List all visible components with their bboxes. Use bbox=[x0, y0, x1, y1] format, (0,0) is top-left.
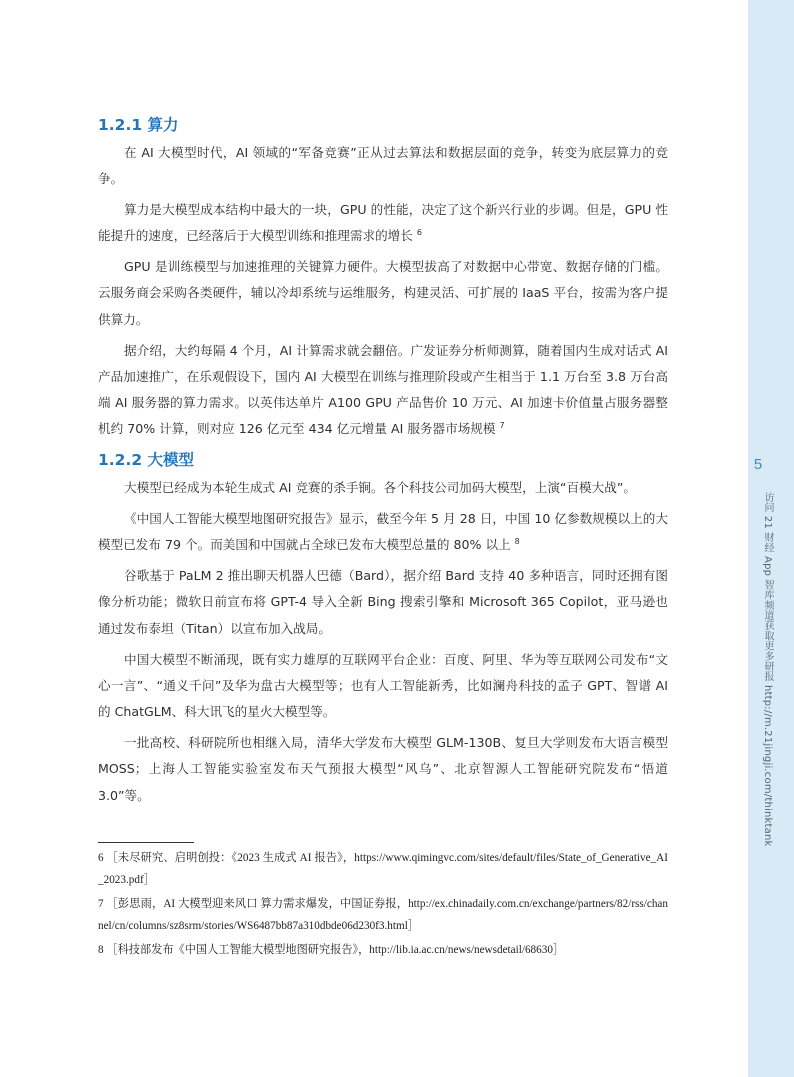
footnote-8: 8 ［科技部发布《中国人工智能大模型地图研究报告》，http://lib.ia.ac.cn/news/newsdetail/68630］ bbox=[98, 944, 565, 956]
section-heading-large-models: 1.2.2 大模型 bbox=[98, 451, 195, 470]
paragraph: 一批高校、科研院所也相继入局，清华大学发布大模型 GLM-130B、复旦大学则发布大语言模型 MOSS；上海人工智能实验室发布天气预报大模型“风乌”、北京智源人工智能研究院发布“悟道 3.0”等。 bbox=[98, 734, 668, 803]
sidebar-vertical-link-text: 访问 21 财经 App 智库频道获取更多研报 http://m.21jingji.com/thinktank bbox=[762, 492, 773, 847]
footnote-ref[interactable]: 8 bbox=[514, 537, 520, 547]
paragraph: 据介绍，大约每隔 4 个月，AI 计算需求就会翻倍。广发证券分析师测算，随着国内生成对话式 AI 产品加速推广，在乐观假设下，国内 AI 大模型在训练与推理阶段或产生相当于 1.1 万台至 3.8 万台高端 AI 服务器的算力需求。以英伟达单片 A100 GPU 产品售价 10 万元、AI 加速卡价值量占服务器整机约 70% 计算，则对应 126 亿元至 434 亿元增量 AI 服务器市场规模 $^7$ bbox=[98, 342, 668, 437]
main-content bbox=[98, 112, 668, 813]
paragraph: 中国大模型不断涌现，既有实力雄厚的互联网平台企业：百度、阿里、华为等互联网公司发布“文心一言”、“通义千问”及华为盘古大模型等；也有人工智能新秀，比如澜舟科技的孟子 GPT、智谱 AI 的 ChatGLM、科大讯飞的星火大模型等。 bbox=[98, 651, 668, 720]
footnote-ref[interactable]: 7 bbox=[499, 421, 505, 431]
footnote-divider bbox=[98, 842, 194, 843]
paragraph: 大模型已经成为本轮生成式 AI 竞赛的杀手锏。各个科技公司加码大模型，上演“百模大战”。 bbox=[124, 480, 636, 496]
paragraph: 《中国人工智能大模型地图研究报告》显示，截至今年 5 月 28 日，中国 10 亿参数规模以上的大模型已发布 79 个。而美国和中国就占全球已发布大模型总量的 80% 以上 $^8$ bbox=[98, 511, 668, 553]
footnote-6: 6 ［未尽研究、启明创投：《2023 生成式 AI 报告》，https://www.qimingvc.com/sites/default/files/State_of_Generative_AI_2023.pdf］ bbox=[98, 852, 668, 886]
page-number: 5 bbox=[753, 456, 763, 473]
footnote-ref[interactable]: 6 bbox=[416, 228, 422, 238]
paragraph: 谷歌基于 PaLM 2 推出聊天机器人巴德（Bard），据介绍 Bard 支持 40 多种语言，同时还拥有图像分析功能；微软日前宣布将 GPT-4 导入全新 Bing 搜索引擎和 Microsoft 365 Copilot，亚马逊也通过发布泰坦（Titan）以宣布加入战局。 bbox=[98, 568, 668, 636]
paragraph: GPU 是训练模型与加速推理的关键算力硬件。大模型拔高了对数据中心带宽、数据存储的门槛。云服务商会采购各类硬件，辅以冷却系统与运维服务，构建灵活、可扩展的 IaaS 平台，按需为客户提供算力。 bbox=[98, 259, 668, 327]
footnotes bbox=[98, 848, 668, 965]
section-heading-compute: 1.2.1 算力 bbox=[98, 116, 179, 134]
footnote-7: 7 ［彭思雨，AI 大模型迎来风口 算力需求爆发，中国证券报，http://ex.chinadaily.com.cn/exchange/partners/82/rss/channel/cn/columns/sz8srm/stories/WS6487bb87a310dbde06d230f3.html］ bbox=[98, 898, 668, 932]
paragraph: 在 AI 大模型时代，AI 领域的“军备竞赛”正从过去算法和数据层面的竞争，转变为底层算力的竞争。 bbox=[98, 145, 668, 187]
paragraph: 算力是大模型成本结构中最大的一块，GPU 的性能，决定了这个新兴行业的步调。但是，GPU 性能提升的速度，已经落后于大模型训练和推理需求的增长 $^6$ bbox=[98, 202, 668, 244]
